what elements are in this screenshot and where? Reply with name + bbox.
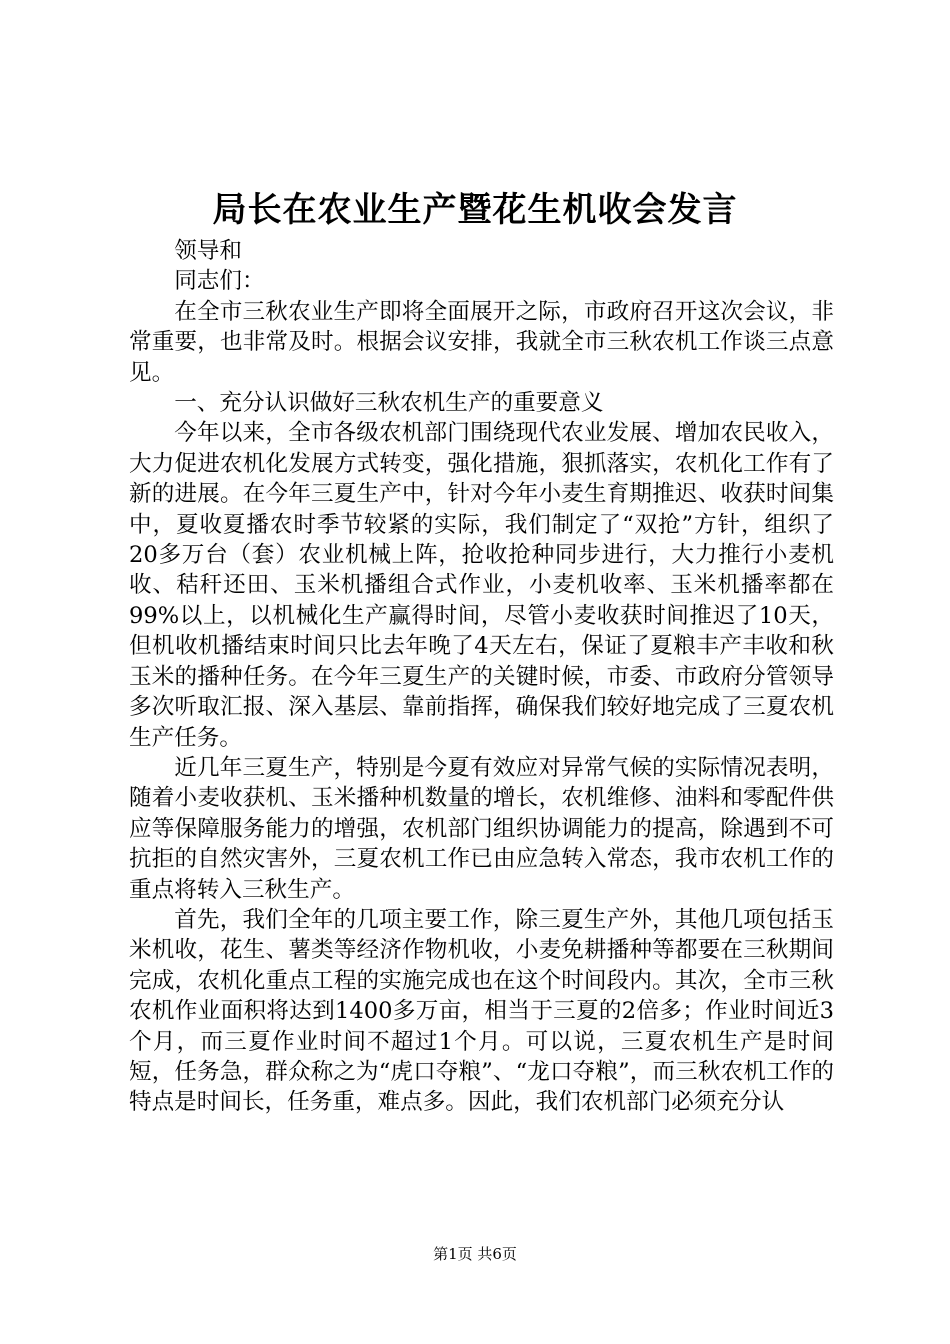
body-paragraph: 在全市三秋农业生产即将全面展开之际，市政府召开这次会议，非常重要，也非常及时。根据会议安排，我就全市三秋农机工作谈三点意见。 (129, 298, 834, 386)
document-title: 局长在农业生产暨花生机收会发言 (212, 190, 738, 230)
page-footer: 第1页 共6页 (433, 1245, 517, 1263)
body-paragraph: 近几年三夏生产，特别是今夏有效应对异常气候的实际情况表明，随着小麦收获机、玉米播种机数量的增长，农机维修、油料和零配件供应等保障服务能力的增强，农机部门组织协调能力的提高，除遇到不可抗拒的自然灾害外，三夏农机工作已由应急转入常态，我市农机工作的重点将转入三秋生产。 (129, 754, 834, 903)
section-heading: 一、充分认识做好三秋农机生产的重要意义 (174, 390, 604, 417)
body-paragraph: 今年以来，全市各级农机部门围绕现代农业发展、增加农民收入，大力促进农机化发展方式转变，强化措施，狠抓落实，农机化工作有了新的进展。在今年三夏生产中，针对今年小麦生育期推迟、收获时间集中，夏收夏播农时季节较紧的实际，我们制定了“双抢”方针，组织了20多万台（套）农业机械上阵，抢收抢种同步进行，大力推行小麦机收、秸秆还田、玉米机播组合式作业，小麦机收率、玉米机播率都在99%以上，以机械化生产赢得时间，尽管小麦收获时间推迟了10天，但机收机播结束时间只比去年晚了4天左右，保证了夏粮丰产丰收和秋玉米的播种任务。在今年三夏生产的关键时候，市委、市政府分管领导多次听取汇报、深入基层、靠前指挥，确保我们较好地完成了三夏农机生产任务。 (129, 420, 834, 751)
document-body (129, 236, 834, 1118)
body-paragraph: 首先，我们全年的几项主要工作，除三夏生产外，其他几项包括玉米机收，花生、薯类等经济作物机收，小麦免耕播种等都要在三秋期间完成，农机化重点工程的实施完成也在这个时间段内。其次，全市三秋农机作业面积将达到1400多万亩，相当于三夏的2倍多；作业时间近3个月，而三夏作业时间不超过1个月。可以说，三夏农机生产是时间短，任务急，群众称之为“虎口夺粮”、“龙口夺粮”，而三秋农机工作的特点是时间长，任务重，难点多。因此，我们农机部门必须充分认 (129, 906, 834, 1116)
salutation-line-2: 同志们： (174, 268, 265, 295)
salutation-line-1: 领导和 (174, 238, 242, 264)
